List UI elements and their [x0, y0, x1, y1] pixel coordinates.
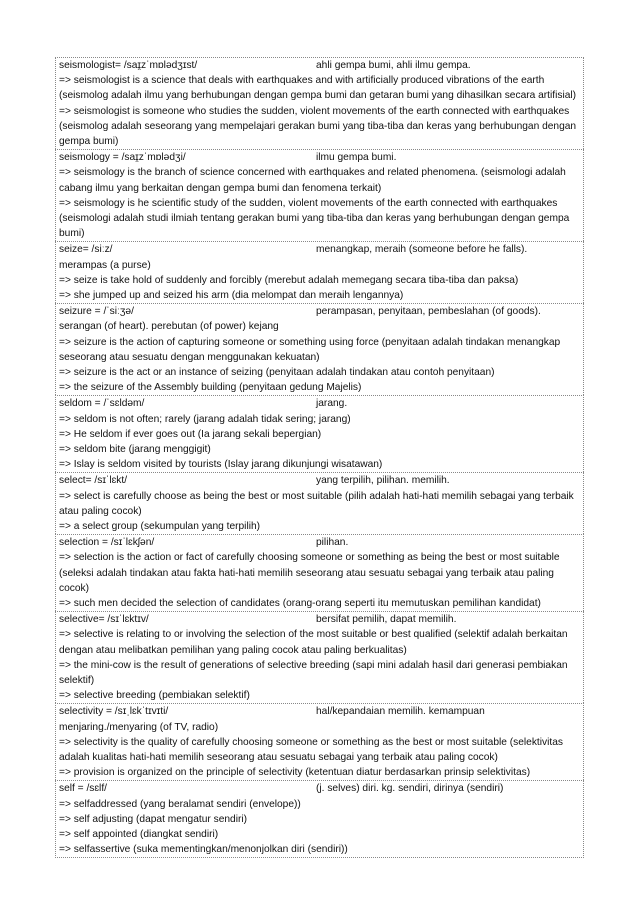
dictionary-entry [55, 241, 584, 303]
short-meaning: menangkap, meraih (someone before he falls). [316, 244, 528, 256]
dictionary-entry [55, 57, 584, 149]
short-meaning: jarang. [316, 398, 348, 410]
entry-headline [59, 704, 581, 719]
dictionary-entry [55, 534, 584, 611]
entry-line: merampas (a purse) [59, 259, 151, 271]
entry-headline [59, 242, 581, 257]
entry-line: => seismology is he scientific study of the sudden, violent movements of the earth connected with earthquakes (seismologi adalah studi ilmiah tentang gerakan bumi yang tiba-tiba dan keras yang berhubungan dengan gempa bumi) [59, 197, 570, 240]
entry-headline [59, 535, 581, 550]
entry-line: => select is carefully choose as being the best or most suitable (pilih adalah hati-hati memilih sebagai yang terbaik atau paling cocok) [59, 490, 574, 517]
entry-headline [59, 473, 581, 488]
dictionary-entry [55, 703, 584, 780]
entry-headline [59, 58, 581, 73]
short-meaning: ahli gempa bumi, ahli ilmu gempa. [316, 60, 471, 71]
entry-line: => provision is organized on the principle of selectivity (ketentuan diatur berdasarkan prinsip selektivitas) [59, 767, 531, 779]
entry-line: => a select group (sekumpulan yang terpilih) [59, 521, 261, 532]
entry-line: => seize is take hold of suddenly and forcibly (merebut adalah memegang secara tiba-tiba dan paksa) [59, 274, 519, 286]
headword: self = /sɛlf/ [59, 783, 107, 795]
entry-line: => the mini-cow is the result of generations of selective breeding (sapi mini adalah hasil dari generasi pembiakan selektif) [59, 659, 568, 686]
entry-line: => seldom bite (jarang menggigit) [59, 444, 211, 455]
entry-line: => selection is the action or fact of carefully choosing someone or something as being the best or most suitable (seleksi adalah tindakan atau fakta hati-hati memilih seseorang atau sesuatu sebagai yang terbaik atau paling cocok) [59, 552, 560, 594]
dictionary-entry [55, 780, 584, 858]
entry-headline [59, 396, 581, 411]
entry-line: => seismologist is a science that deals with earthquakes and with artificially produced vibrations of the earth (seismolog adalah ilmu yang berhubungan dengan gempa bumi dan getaran bumi yang dihasilkan secara artifisial) [59, 75, 577, 102]
headword: seldom = /ˈsɛldəm/ [59, 398, 145, 410]
entry-line: => selective is relating to or involving the selection of the most suitable or best qualified (selektif adalah berkaitan dengan atau melibatkan pemilihan yang paling cocok atau paling berkualitas) [59, 629, 568, 656]
entry-headline [59, 150, 581, 165]
dictionary-entry [55, 395, 584, 472]
entry-line: => seldom is not often; rarely (jarang adalah tidak sering; jarang) [59, 413, 351, 425]
entry-line: => Islay is seldom visited by tourists (Islay jarang dikunjungi wisatawan) [59, 459, 383, 471]
entry-line: => selfaddressed (yang beralamat sendiri (envelope)) [59, 798, 301, 810]
entry-line: => seismologist is someone who studies the sudden, violent movements of the earth connected with earthquakes (seismolog adalah seseorang yang mempelajari gerakan bumi yang tiba-tiba dan keras yang berhubungan dengan gempa bumi) [59, 105, 577, 147]
headword: seismologist= /saɪ̯zˈmɒlədʒɪst/ [59, 60, 198, 71]
headword: seizure = /ˈsiːʒə/ [59, 306, 134, 318]
short-meaning: (j. selves) diri. kg. sendiri, dirinya (sendiri) [316, 783, 504, 795]
entry-headline [59, 612, 581, 627]
entry-line: => selectivity is the quality of carefully choosing someone or something as the best or most suitable (selektivitas adalah kualitas hati-hati memilih seseorang atau sesuatu sebagai yang terbaik atau paling cocok) [59, 736, 563, 763]
headword: selective= /sɪˈlɛktɪv/ [59, 614, 149, 626]
dictionary-page [55, 57, 584, 858]
short-meaning: bersifat pemilih, dapat memilih. [316, 614, 457, 626]
entry-line: menjaring./menyaring (of TV, radio) [59, 721, 219, 733]
short-meaning: yang terpilih, pilihan. memilih. [316, 475, 450, 487]
dictionary-entry [55, 149, 584, 241]
short-meaning: perampasan, penyitaan, pembeslahan (of goods). [316, 306, 541, 318]
entry-line: => selective breeding (pembiakan selektif) [59, 690, 250, 702]
dictionary-entry [55, 303, 584, 395]
headword: selectivity = /sɪˌlɛkˈtɪvɪti/ [59, 706, 169, 718]
short-meaning: hal/kepandaian memilih. kemampuan [316, 706, 485, 718]
short-meaning: ilmu gempa bumi. [316, 152, 397, 164]
entry-headline [59, 781, 581, 796]
entry-line: => the seizure of the Assembly building (penyitaan gedung Majelis) [59, 382, 362, 394]
headword: selection = /sɪˈlɛkʃən/ [59, 537, 155, 549]
short-meaning: pilihan. [316, 537, 349, 549]
headword: seize= /siːz/ [59, 244, 113, 256]
dictionary-entry [55, 611, 584, 703]
entry-line: => such men decided the selection of candidates (orang-orang seperti itu memutuskan pemilihan kandidat) [59, 598, 541, 609]
entry-line: serangan (of heart). perebutan (of power) kejang [59, 321, 279, 333]
entry-line: => self adjusting (dapat mengatur sendiri) [59, 813, 248, 825]
entry-headline [59, 304, 581, 319]
entry-line: => seismology is the branch of science concerned with earthquakes and related phenomena. (seismologi adalah cabang ilmu yang berkaitan dengan gempa bumi dan fenomena terkait) [59, 167, 566, 194]
entry-line: => self appointed (diangkat sendiri) [59, 829, 219, 840]
headword: select= /sɪˈlɛkt/ [59, 475, 128, 487]
entry-line: => seizure is the action of capturing someone or something using force (penyitaan adalah tindakan menangkap seseorang atau sesuatu dengan menggunakan kekuatan) [59, 336, 561, 363]
headword: seismology = /saɪ̯zˈmɒlədʒi/ [59, 152, 186, 164]
entry-line: => seizure is the act or an instance of seizing (penyitaan adalah tindakan atau contoh penyitaan) [59, 367, 495, 378]
entry-line: => selfassertive (suka mementingkan/menonjolkan diri (sendiri)) [59, 844, 348, 856]
entry-line: => she jumped up and seized his arm (dia melompat dan meraih lengannya) [59, 290, 404, 301]
entry-line: => He seldom if ever goes out (Ia jarang sekali bepergian) [59, 428, 322, 440]
dictionary-entry [55, 472, 584, 534]
